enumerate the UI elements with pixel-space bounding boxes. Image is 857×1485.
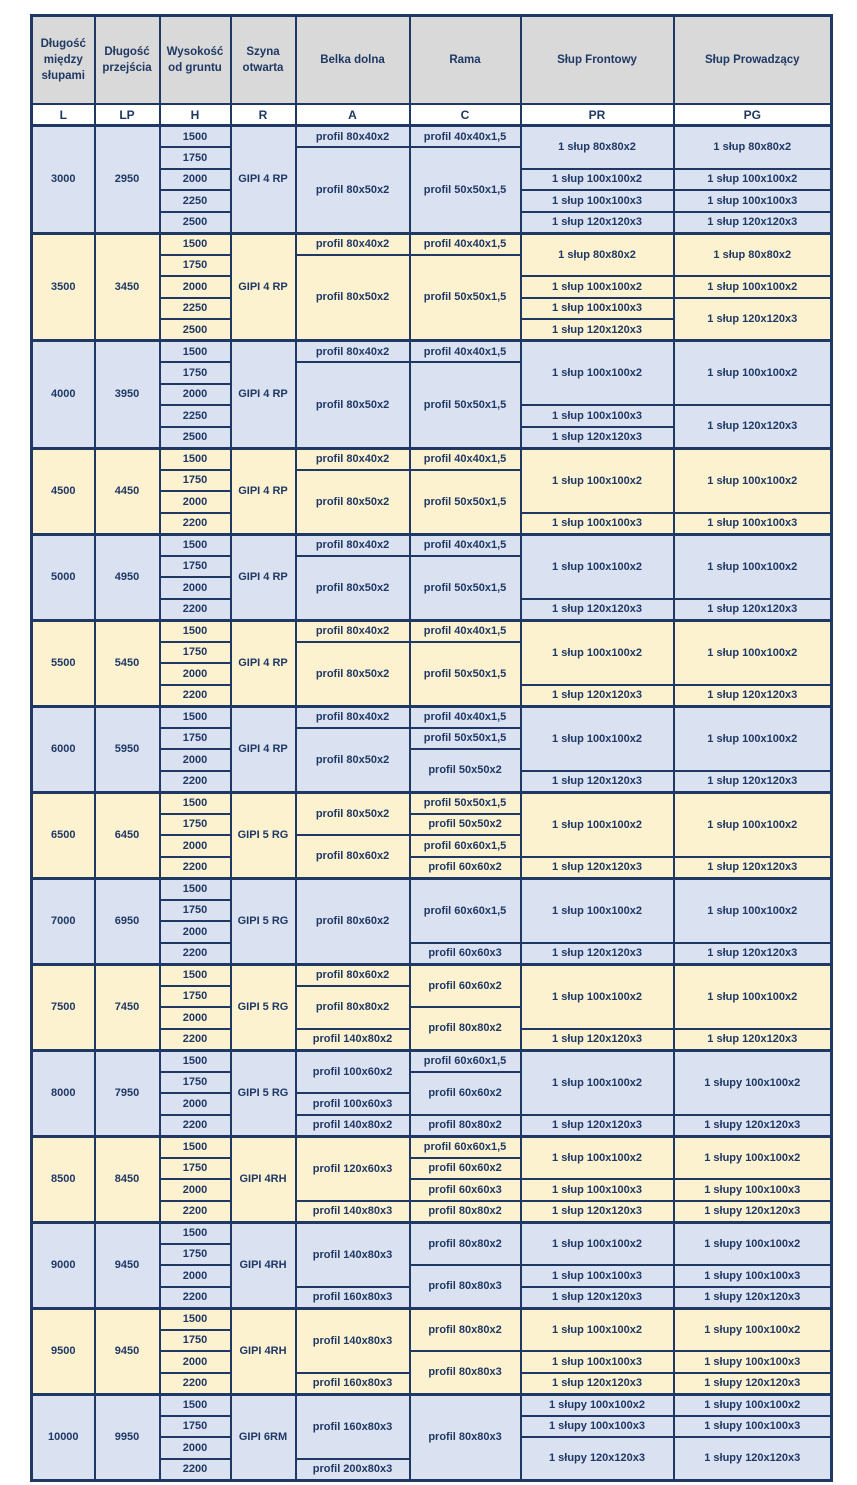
cell-front-post: 1 słup 100x100x3 xyxy=(521,1265,674,1287)
cell-guide-post: 1 słupy 100x100x2 xyxy=(674,1394,832,1416)
cell-frame: profil 50x50x1,5 xyxy=(410,642,521,707)
cell-frame: profil 50x50x1,5 xyxy=(410,792,521,814)
cell-guide-post: 1 słup 80x80x2 xyxy=(674,126,832,169)
cell-bottom-beam: profil 140x80x2 xyxy=(296,1029,410,1051)
cell-front-post: 1 słup 100x100x2 xyxy=(521,276,674,298)
cell-passage-length: 2950 xyxy=(95,126,160,234)
cell-front-post: 1 słup 100x100x2 xyxy=(521,1222,674,1265)
cell-frame: profil 80x80x2 xyxy=(410,1007,521,1050)
cell-front-post: 1 słupy 120x120x3 xyxy=(521,1437,674,1480)
cell-height-from-ground: 2000 xyxy=(160,577,231,599)
cell-bottom-beam: profil 80x50x2 xyxy=(296,362,410,448)
cell-guide-post: 1 słup 120x120x3 xyxy=(674,685,832,707)
column-title-h: Wysokość od gruntu xyxy=(160,16,231,105)
header-title-row xyxy=(32,16,832,105)
cell-height-from-ground: 2200 xyxy=(160,771,231,793)
cell-guide-post: 1 słup 100x100x2 xyxy=(674,792,832,857)
cell-frame: profil 40x40x1,5 xyxy=(410,620,521,642)
cell-height-from-ground: 1750 xyxy=(160,986,231,1008)
cell-length-between-posts: 10000 xyxy=(32,1394,95,1480)
cell-frame: profil 50x50x2 xyxy=(410,814,521,836)
cell-frame: profil 80x80x2 xyxy=(410,1308,521,1351)
table-row xyxy=(32,1136,832,1158)
cell-front-post: 1 słup 120x120x3 xyxy=(521,319,674,341)
cell-height-from-ground: 1750 xyxy=(160,1072,231,1094)
cell-bottom-beam: profil 80x50x2 xyxy=(296,556,410,621)
cell-height-from-ground: 2200 xyxy=(160,1459,231,1481)
gate-spec-table xyxy=(30,14,833,1482)
cell-guide-post: 1 słupy 120x120x3 xyxy=(674,1437,832,1480)
cell-front-post: 1 słup 120x120x3 xyxy=(521,599,674,621)
cell-guide-post: 1 słup 120x120x3 xyxy=(674,212,832,234)
cell-height-from-ground: 2000 xyxy=(160,1351,231,1373)
cell-height-from-ground: 2000 xyxy=(160,384,231,406)
cell-passage-length: 3450 xyxy=(95,233,160,341)
column-code-h: H xyxy=(160,104,231,126)
cell-height-from-ground: 1500 xyxy=(160,620,231,642)
cell-front-post: 1 słup 100x100x2 xyxy=(521,341,674,406)
cell-guide-post: 1 słupy 100x100x2 xyxy=(674,1136,832,1179)
cell-front-post: 1 słup 120x120x3 xyxy=(521,857,674,879)
cell-height-from-ground: 2200 xyxy=(160,685,231,707)
cell-front-post: 1 słup 120x120x3 xyxy=(521,685,674,707)
cell-length-between-posts: 6500 xyxy=(32,792,95,878)
cell-height-from-ground: 2000 xyxy=(160,663,231,685)
cell-height-from-ground: 1500 xyxy=(160,964,231,986)
cell-height-from-ground: 1750 xyxy=(160,556,231,578)
cell-bottom-beam: profil 120x60x3 xyxy=(296,1136,410,1201)
cell-bottom-beam: profil 100x60x2 xyxy=(296,1050,410,1093)
column-title-a: Belka dolna xyxy=(296,16,410,105)
cell-length-between-posts: 3000 xyxy=(32,126,95,234)
cell-passage-length: 9450 xyxy=(95,1308,160,1394)
cell-front-post: 1 słup 100x100x2 xyxy=(521,1308,674,1351)
cell-height-from-ground: 2000 xyxy=(160,1007,231,1029)
column-code-a: A xyxy=(296,104,410,126)
column-code-pr: PR xyxy=(521,104,674,126)
cell-guide-post: 1 słup 100x100x2 xyxy=(674,276,832,298)
cell-length-between-posts: 5500 xyxy=(32,620,95,706)
cell-bottom-beam: profil 140x80x3 xyxy=(296,1222,410,1287)
cell-height-from-ground: 1500 xyxy=(160,1222,231,1244)
cell-bottom-beam: profil 80x60x2 xyxy=(296,878,410,964)
cell-height-from-ground: 1750 xyxy=(160,470,231,492)
cell-length-between-posts: 4500 xyxy=(32,448,95,534)
cell-front-post: 1 słup 100x100x3 xyxy=(521,1179,674,1201)
cell-passage-length: 4950 xyxy=(95,534,160,620)
cell-height-from-ground: 2000 xyxy=(160,749,231,771)
cell-bottom-beam: profil 80x50x2 xyxy=(296,728,410,793)
cell-height-from-ground: 2200 xyxy=(160,1287,231,1309)
column-code-l: L xyxy=(32,104,95,126)
cell-guide-post: 1 słupy 120x120x3 xyxy=(674,1287,832,1309)
cell-front-post: 1 słup 120x120x3 xyxy=(521,427,674,449)
cell-guide-post: 1 słupy 120x120x3 xyxy=(674,1115,832,1137)
cell-frame: profil 40x40x1,5 xyxy=(410,126,521,148)
cell-bottom-beam: profil 80x50x2 xyxy=(296,470,410,535)
cell-length-between-posts: 3500 xyxy=(32,233,95,341)
cell-bottom-beam: profil 80x50x2 xyxy=(296,792,410,835)
cell-front-post: 1 słup 80x80x2 xyxy=(521,233,674,276)
cell-frame: profil 80x80x2 xyxy=(410,1115,521,1137)
cell-frame: profil 80x80x3 xyxy=(410,1265,521,1308)
cell-guide-post: 1 słup 100x100x2 xyxy=(674,878,832,943)
cell-front-post: 1 słup 100x100x2 xyxy=(521,448,674,513)
cell-height-from-ground: 1750 xyxy=(160,147,231,169)
cell-open-rail: GIPI 5 RG xyxy=(231,878,296,964)
cell-open-rail: GIPI 5 RG xyxy=(231,1050,296,1136)
column-code-r: R xyxy=(231,104,296,126)
cell-front-post: 1 słup 100x100x2 xyxy=(521,964,674,1029)
cell-open-rail: GIPI 5 RG xyxy=(231,964,296,1050)
cell-height-from-ground: 1500 xyxy=(160,534,231,556)
cell-height-from-ground: 2200 xyxy=(160,943,231,965)
cell-height-from-ground: 2200 xyxy=(160,599,231,621)
cell-height-from-ground: 1500 xyxy=(160,1050,231,1072)
column-title-pr: Słup Frontowy xyxy=(521,16,674,105)
cell-bottom-beam: profil 80x40x2 xyxy=(296,233,410,255)
cell-height-from-ground: 2000 xyxy=(160,169,231,191)
cell-open-rail: GIPI 4 RP xyxy=(231,534,296,620)
cell-height-from-ground: 1500 xyxy=(160,878,231,900)
cell-front-post: 1 słup 100x100x2 xyxy=(521,706,674,771)
table-row xyxy=(32,1394,832,1416)
cell-guide-post: 1 słupy 100x100x3 xyxy=(674,1351,832,1373)
cell-guide-post: 1 słup 100x100x2 xyxy=(674,964,832,1029)
cell-frame: profil 60x60x1,5 xyxy=(410,878,521,943)
cell-height-from-ground: 1750 xyxy=(160,362,231,384)
cell-frame: profil 80x80x2 xyxy=(410,1222,521,1265)
cell-frame: profil 60x60x3 xyxy=(410,943,521,965)
cell-height-from-ground: 1750 xyxy=(160,642,231,664)
cell-height-from-ground: 2500 xyxy=(160,319,231,341)
cell-frame: profil 40x40x1,5 xyxy=(410,534,521,556)
cell-frame: profil 60x60x2 xyxy=(410,1072,521,1115)
cell-passage-length: 3950 xyxy=(95,341,160,449)
cell-front-post: 1 słup 100x100x2 xyxy=(521,169,674,191)
cell-passage-length: 9950 xyxy=(95,1394,160,1480)
cell-bottom-beam: profil 140x80x3 xyxy=(296,1201,410,1223)
table-header xyxy=(32,16,832,126)
cell-bottom-beam: profil 160x80x3 xyxy=(296,1394,410,1459)
cell-guide-post: 1 słup 100x100x3 xyxy=(674,190,832,212)
cell-front-post: 1 słup 120x120x3 xyxy=(521,1287,674,1309)
cell-length-between-posts: 6000 xyxy=(32,706,95,792)
cell-height-from-ground: 2000 xyxy=(160,1179,231,1201)
cell-frame: profil 50x50x1,5 xyxy=(410,728,521,750)
cell-passage-length: 9450 xyxy=(95,1222,160,1308)
cell-height-from-ground: 1500 xyxy=(160,1136,231,1158)
cell-guide-post: 1 słup 120x120x3 xyxy=(674,405,832,448)
table-row xyxy=(32,126,832,148)
cell-height-from-ground: 2500 xyxy=(160,427,231,449)
cell-frame: profil 60x60x1,5 xyxy=(410,835,521,857)
cell-bottom-beam: profil 200x80x3 xyxy=(296,1459,410,1481)
cell-front-post: 1 słup 100x100x3 xyxy=(521,513,674,535)
cell-front-post: 1 słupy 100x100x2 xyxy=(521,1394,674,1416)
cell-height-from-ground: 2000 xyxy=(160,835,231,857)
cell-guide-post: 1 słup 100x100x2 xyxy=(674,341,832,406)
column-title-r: Szyna otwarta xyxy=(231,16,296,105)
cell-length-between-posts: 4000 xyxy=(32,341,95,449)
cell-height-from-ground: 1500 xyxy=(160,448,231,470)
cell-open-rail: GIPI 6RM xyxy=(231,1394,296,1480)
cell-guide-post: 1 słupy 120x120x3 xyxy=(674,1201,832,1223)
column-code-c: C xyxy=(410,104,521,126)
cell-front-post: 1 słup 100x100x2 xyxy=(521,878,674,943)
cell-passage-length: 4450 xyxy=(95,448,160,534)
cell-frame: profil 80x80x3 xyxy=(410,1394,521,1480)
cell-height-from-ground: 1500 xyxy=(160,341,231,363)
table-row xyxy=(32,1050,832,1072)
column-title-l: Długość między słupami xyxy=(32,16,95,105)
cell-front-post: 1 słupy 100x100x3 xyxy=(521,1416,674,1438)
cell-front-post: 1 słup 100x100x2 xyxy=(521,1136,674,1179)
cell-height-from-ground: 1500 xyxy=(160,792,231,814)
cell-bottom-beam: profil 80x40x2 xyxy=(296,126,410,148)
cell-length-between-posts: 7000 xyxy=(32,878,95,964)
cell-length-between-posts: 5000 xyxy=(32,534,95,620)
cell-height-from-ground: 1500 xyxy=(160,1308,231,1330)
cell-frame: profil 50x50x2 xyxy=(410,749,521,792)
cell-frame: profil 50x50x1,5 xyxy=(410,147,521,233)
cell-open-rail: GIPI 5 RG xyxy=(231,792,296,878)
column-title-lp: Długość przejścia xyxy=(95,16,160,105)
cell-guide-post: 1 słup 80x80x2 xyxy=(674,233,832,276)
cell-front-post: 1 słup 100x100x2 xyxy=(521,620,674,685)
cell-height-from-ground: 1500 xyxy=(160,1394,231,1416)
cell-bottom-beam: profil 80x40x2 xyxy=(296,706,410,728)
cell-guide-post: 1 słup 120x120x3 xyxy=(674,599,832,621)
cell-guide-post: 1 słup 120x120x3 xyxy=(674,943,832,965)
cell-height-from-ground: 1750 xyxy=(160,814,231,836)
cell-guide-post: 1 słupy 100x100x3 xyxy=(674,1416,832,1438)
cell-height-from-ground: 2000 xyxy=(160,1265,231,1287)
cell-guide-post: 1 słup 120x120x3 xyxy=(674,1029,832,1051)
cell-guide-post: 1 słupy 120x120x3 xyxy=(674,1373,832,1395)
cell-open-rail: GIPI 4 RP xyxy=(231,448,296,534)
cell-front-post: 1 słup 120x120x3 xyxy=(521,943,674,965)
cell-front-post: 1 słup 100x100x2 xyxy=(521,534,674,599)
cell-height-from-ground: 2200 xyxy=(160,1201,231,1223)
cell-height-from-ground: 2200 xyxy=(160,513,231,535)
cell-frame: profil 50x50x1,5 xyxy=(410,362,521,448)
cell-height-from-ground: 2500 xyxy=(160,212,231,234)
cell-front-post: 1 słup 120x120x3 xyxy=(521,1029,674,1051)
cell-guide-post: 1 słup 120x120x3 xyxy=(674,857,832,879)
spec-table-body xyxy=(32,126,832,1481)
table-row xyxy=(32,878,832,900)
cell-frame: profil 60x60x1,5 xyxy=(410,1050,521,1072)
cell-length-between-posts: 7500 xyxy=(32,964,95,1050)
cell-open-rail: GIPI 4RH xyxy=(231,1136,296,1222)
cell-bottom-beam: profil 80x60x2 xyxy=(296,964,410,986)
cell-open-rail: GIPI 4RH xyxy=(231,1308,296,1394)
cell-height-from-ground: 1750 xyxy=(160,255,231,277)
cell-height-from-ground: 2000 xyxy=(160,1437,231,1459)
cell-height-from-ground: 2000 xyxy=(160,491,231,513)
cell-guide-post: 1 słupy 100x100x3 xyxy=(674,1265,832,1287)
header-code-row xyxy=(32,104,832,126)
cell-guide-post: 1 słup 100x100x2 xyxy=(674,620,832,685)
table-row xyxy=(32,1222,832,1244)
cell-front-post: 1 słup 80x80x2 xyxy=(521,126,674,169)
cell-open-rail: GIPI 4RH xyxy=(231,1222,296,1308)
cell-bottom-beam: profil 80x80x2 xyxy=(296,986,410,1029)
cell-height-from-ground: 1750 xyxy=(160,1416,231,1438)
cell-height-from-ground: 1750 xyxy=(160,1158,231,1180)
cell-height-from-ground: 1500 xyxy=(160,706,231,728)
cell-frame: profil 60x60x2 xyxy=(410,1158,521,1180)
column-code-lp: LP xyxy=(95,104,160,126)
cell-open-rail: GIPI 4 RP xyxy=(231,341,296,449)
cell-height-from-ground: 1750 xyxy=(160,1330,231,1352)
cell-open-rail: GIPI 4 RP xyxy=(231,620,296,706)
cell-front-post: 1 słup 100x100x3 xyxy=(521,1351,674,1373)
table-row xyxy=(32,706,832,728)
cell-open-rail: GIPI 4 RP xyxy=(231,126,296,234)
cell-length-between-posts: 8000 xyxy=(32,1050,95,1136)
cell-guide-post: 1 słup 100x100x2 xyxy=(674,448,832,513)
cell-bottom-beam: profil 80x40x2 xyxy=(296,448,410,470)
cell-bottom-beam: profil 80x60x2 xyxy=(296,835,410,878)
cell-frame: profil 40x40x1,5 xyxy=(410,706,521,728)
cell-frame: profil 40x40x1,5 xyxy=(410,448,521,470)
table-row xyxy=(32,620,832,642)
cell-height-from-ground: 1500 xyxy=(160,233,231,255)
cell-height-from-ground: 2250 xyxy=(160,405,231,427)
cell-bottom-beam: profil 80x40x2 xyxy=(296,341,410,363)
cell-frame: profil 80x80x2 xyxy=(410,1201,521,1223)
cell-bottom-beam: profil 140x80x3 xyxy=(296,1308,410,1373)
cell-guide-post: 1 słup 100x100x3 xyxy=(674,513,832,535)
cell-frame: profil 80x80x3 xyxy=(410,1351,521,1394)
cell-passage-length: 7950 xyxy=(95,1050,160,1136)
cell-guide-post: 1 słup 120x120x3 xyxy=(674,298,832,341)
cell-height-from-ground: 2200 xyxy=(160,1029,231,1051)
cell-bottom-beam: profil 160x80x3 xyxy=(296,1373,410,1395)
cell-guide-post: 1 słupy 100x100x3 xyxy=(674,1179,832,1201)
cell-guide-post: 1 słup 120x120x3 xyxy=(674,771,832,793)
cell-frame: profil 40x40x1,5 xyxy=(410,341,521,363)
cell-height-from-ground: 2000 xyxy=(160,921,231,943)
cell-height-from-ground: 2200 xyxy=(160,857,231,879)
cell-bottom-beam: profil 80x50x2 xyxy=(296,147,410,233)
cell-height-from-ground: 2250 xyxy=(160,190,231,212)
cell-height-from-ground: 2000 xyxy=(160,276,231,298)
cell-bottom-beam: profil 80x40x2 xyxy=(296,534,410,556)
cell-bottom-beam: profil 80x50x2 xyxy=(296,255,410,341)
cell-guide-post: 1 słupy 100x100x2 xyxy=(674,1308,832,1351)
cell-front-post: 1 słup 100x100x3 xyxy=(521,190,674,212)
cell-passage-length: 6450 xyxy=(95,792,160,878)
cell-length-between-posts: 8500 xyxy=(32,1136,95,1222)
gate-spec-table-wrap xyxy=(30,14,833,1482)
cell-passage-length: 6950 xyxy=(95,878,160,964)
cell-frame: profil 50x50x1,5 xyxy=(410,255,521,341)
cell-length-between-posts: 9000 xyxy=(32,1222,95,1308)
cell-guide-post: 1 słupy 100x100x2 xyxy=(674,1222,832,1265)
table-row xyxy=(32,964,832,986)
cell-passage-length: 5950 xyxy=(95,706,160,792)
cell-height-from-ground: 1750 xyxy=(160,728,231,750)
cell-bottom-beam: profil 160x80x3 xyxy=(296,1287,410,1309)
cell-height-from-ground: 1750 xyxy=(160,900,231,922)
cell-front-post: 1 słup 100x100x2 xyxy=(521,1050,674,1115)
column-title-c: Rama xyxy=(410,16,521,105)
cell-front-post: 1 słup 100x100x3 xyxy=(521,298,674,320)
cell-bottom-beam: profil 80x40x2 xyxy=(296,620,410,642)
cell-front-post: 1 słup 120x120x3 xyxy=(521,212,674,234)
cell-passage-length: 8450 xyxy=(95,1136,160,1222)
table-row xyxy=(32,233,832,255)
cell-front-post: 1 słup 120x120x3 xyxy=(521,1115,674,1137)
cell-guide-post: 1 słupy 100x100x2 xyxy=(674,1050,832,1115)
cell-open-rail: GIPI 4 RP xyxy=(231,706,296,792)
cell-front-post: 1 słup 100x100x2 xyxy=(521,792,674,857)
cell-front-post: 1 słup 120x120x3 xyxy=(521,1201,674,1223)
cell-height-from-ground: 2250 xyxy=(160,298,231,320)
cell-length-between-posts: 9500 xyxy=(32,1308,95,1394)
cell-height-from-ground: 1750 xyxy=(160,1244,231,1266)
cell-front-post: 1 słup 120x120x3 xyxy=(521,771,674,793)
table-row xyxy=(32,448,832,470)
table-row xyxy=(32,341,832,363)
cell-frame: profil 60x60x2 xyxy=(410,857,521,879)
cell-height-from-ground: 2200 xyxy=(160,1373,231,1395)
cell-frame: profil 40x40x1,5 xyxy=(410,233,521,255)
cell-height-from-ground: 2000 xyxy=(160,1093,231,1115)
cell-guide-post: 1 słup 100x100x2 xyxy=(674,706,832,771)
table-row xyxy=(32,792,832,814)
cell-frame: profil 60x60x3 xyxy=(410,1179,521,1201)
cell-bottom-beam: profil 100x60x3 xyxy=(296,1093,410,1115)
cell-front-post: 1 słup 100x100x3 xyxy=(521,405,674,427)
cell-frame: profil 60x60x1,5 xyxy=(410,1136,521,1158)
cell-bottom-beam: profil 80x50x2 xyxy=(296,642,410,707)
column-code-pg: PG xyxy=(674,104,832,126)
cell-guide-post: 1 słup 100x100x2 xyxy=(674,534,832,599)
cell-bottom-beam: profil 140x80x2 xyxy=(296,1115,410,1137)
cell-front-post: 1 słup 120x120x3 xyxy=(521,1373,674,1395)
cell-passage-length: 5450 xyxy=(95,620,160,706)
cell-open-rail: GIPI 4 RP xyxy=(231,233,296,341)
cell-height-from-ground: 2200 xyxy=(160,1115,231,1137)
table-row xyxy=(32,1308,832,1330)
cell-height-from-ground: 1500 xyxy=(160,126,231,148)
cell-frame: profil 50x50x1,5 xyxy=(410,556,521,621)
column-title-pg: Słup Prowadzący xyxy=(674,16,832,105)
cell-frame: profil 60x60x2 xyxy=(410,964,521,1007)
cell-frame: profil 50x50x1,5 xyxy=(410,470,521,535)
cell-passage-length: 7450 xyxy=(95,964,160,1050)
cell-guide-post: 1 słup 100x100x2 xyxy=(674,169,832,191)
table-row xyxy=(32,534,832,556)
